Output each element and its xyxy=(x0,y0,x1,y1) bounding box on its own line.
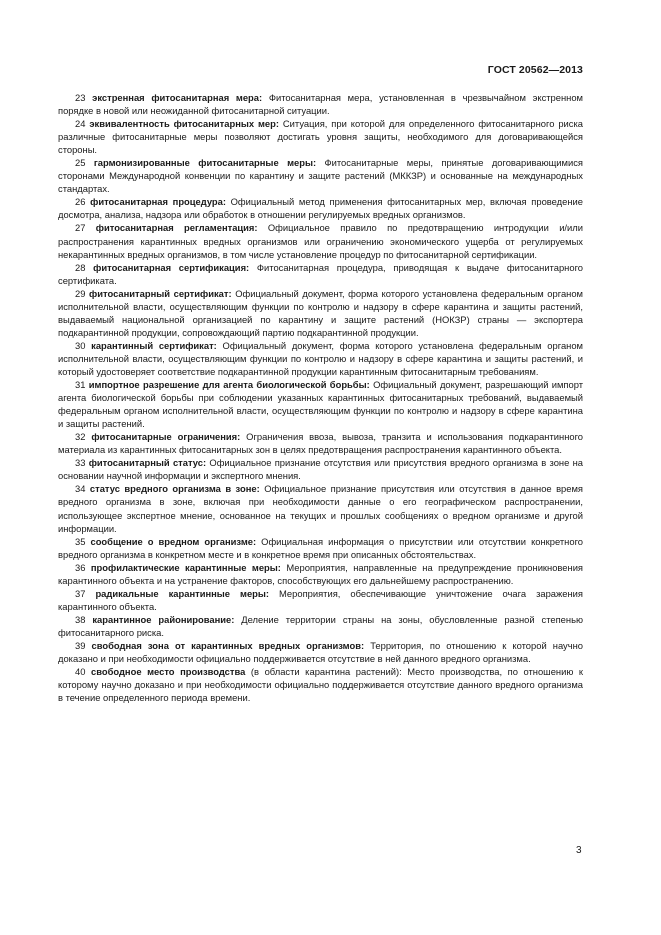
entry-number: 26 xyxy=(75,196,86,208)
entry-number: 25 xyxy=(75,157,86,169)
entry-definition: Официальный метод применения фитосанитарных мер, включая проведение досмотра, анализа, надзора или обработок в отношении регулируемых вредных организмов. xyxy=(58,196,583,221)
term-entry xyxy=(58,587,583,613)
entry-term: фитосанитарный статус: xyxy=(88,457,207,469)
standard-header: ГОСТ 20562—2013 xyxy=(487,64,583,76)
entry-definition: Официальное признание присутствия или отсутствия в данное время вредного организма в зоне, включая при необходимости данные о его географическом распространении, использующее экспертное мнение, основанное на текущих и прошлых сообщениях о вредном организме и другой информации. xyxy=(58,483,584,534)
entry-term: свободная зона от карантинных вредных организмов: xyxy=(91,639,365,651)
entry-term: экстренная фитосанитарная мера: xyxy=(92,92,263,103)
entry-number: 37 xyxy=(75,587,86,599)
entry-number: 34 xyxy=(75,483,86,495)
entry-term: свободное место производства xyxy=(91,666,246,678)
entry-number: 30 xyxy=(75,339,86,351)
entry-number: 32 xyxy=(75,431,86,443)
term-entry xyxy=(58,91,583,117)
term-entry xyxy=(58,221,583,260)
page-number: 3 xyxy=(576,845,582,856)
term-entry xyxy=(58,535,583,561)
term-entry xyxy=(58,117,583,156)
entry-term: статус вредного организма в зоне: xyxy=(89,483,260,495)
entry-number: 28 xyxy=(75,261,86,273)
term-entry xyxy=(58,482,583,534)
entry-definition: Официальное признание отсутствия или присутствия вредного организма в зоне на основании научной информации и экспертного мнения. xyxy=(58,457,583,482)
entry-number: 33 xyxy=(75,457,86,469)
entry-number: 23 xyxy=(75,92,86,103)
entry-number: 35 xyxy=(75,535,86,547)
entry-number: 39 xyxy=(75,639,86,651)
entry-term: гармонизированные фитосанитарные меры: xyxy=(93,157,317,169)
terms-list xyxy=(58,91,583,704)
entry-term: фитосанитарная регламентация: xyxy=(95,222,258,234)
entry-definition: Фитосанитарные меры, принятые договаривающимися сторонами Международной конвенции по карантину и защите растений (МККЗР) и основанные на международных стандартах. xyxy=(58,157,583,195)
entry-number: 27 xyxy=(75,222,86,234)
entry-term: эквивалентность фитосанитарных мер: xyxy=(89,118,279,130)
entry-term: карантинное районирование: xyxy=(92,613,235,625)
entry-definition: (в области карантина растений): Место производства, по отношению к которому научно доказано и при необходимости официально поддерживается отсутствие данного вредного организма в течение определенного периода времени. xyxy=(58,666,584,704)
term-entry xyxy=(58,339,583,378)
entry-term: фитосанитарная процедура: xyxy=(90,196,226,208)
entry-definition: Фитосанитарная мера, установленная в чрезвычайном экстренном порядке в новой или неожиданной фитосанитарной ситуации. xyxy=(58,92,583,117)
entry-definition: Официальный документ, форма которого установлена федеральным органом исполнительной власти, осуществляющим функции по контролю и надзору в сфере карантина и защиты растений, и который удостоверяет соответствие подкарантинной продукции карантинным фитосанитарным требованиям. xyxy=(58,339,583,377)
term-entry xyxy=(58,456,583,482)
entry-term: фитосанитарные ограничения: xyxy=(91,431,241,443)
entry-number: 29 xyxy=(75,287,86,299)
entry-definition: Официальное правило по предотвращению интродукции и/или распространения карантинных вредных организмов или ограничению экономического ущерба от регулируемых некарантинных вредных организмов, в том числе установление процедур по фитосанитарной сертификации. xyxy=(58,222,583,260)
term-entry xyxy=(58,561,583,587)
term-entry xyxy=(58,287,583,339)
entry-definition: Территория, по отношению к которой научно доказано и при необходимости официально поддерживается отсутствие в ней данного вредного организма. xyxy=(58,639,584,665)
entry-definition: Ограничения ввоза, вывоза, транзита и использования подкарантинного материала из карантинных фитосанитарных зон в целях предотвращения распространения карантинного объекта. xyxy=(58,431,584,456)
entry-definition: Деление территории страны на зоны, обусловленные разной степенью фитосанитарного риска. xyxy=(58,613,583,638)
entry-term: фитосанитарная сертификация: xyxy=(93,261,250,273)
term-entry xyxy=(58,639,583,665)
term-entry xyxy=(58,430,583,456)
entry-term: фитосанитарный сертификат: xyxy=(89,287,232,299)
entry-term: карантинный сертификат: xyxy=(91,339,217,351)
term-entry xyxy=(58,156,583,195)
entry-definition: Фитосанитарная процедура, приводящая к выдаче фитосанитарного сертификата. xyxy=(58,261,583,286)
term-entry xyxy=(58,195,583,221)
entry-definition: Официальный документ, форма которого установлена федеральным органом исполнительной власти, осуществляющим функции по контролю и надзору в сфере карантина и защиты растений, выдаваемый национальной организацией по карантину и защите растений (НОКЗР) страны — экспортера подкарантинной продукции, сопровождающий партию подкарантинной продукции. xyxy=(58,287,583,338)
entry-term: профилактические карантинные меры: xyxy=(90,561,281,573)
term-entry xyxy=(58,378,583,430)
entry-definition: Официальный документ, разрешающий импорт агента биологической борьбы при соблюдении указанных карантинных фитосанитарных требований, выдаваемый федеральным органом исполнительной власти, осуществляющим функции по контролю и надзору в сфере карантина и защиты растений. xyxy=(58,379,584,430)
entry-number: 38 xyxy=(75,613,86,625)
entry-definition: Официальная информация о присутствии или отсутствии конкретного вредного организма в конкретном месте и в конкретное время при описанных обстоятельствах. xyxy=(58,535,583,560)
term-entry xyxy=(58,665,583,704)
entry-number: 31 xyxy=(75,379,86,391)
entry-number: 36 xyxy=(75,561,86,573)
entry-term: сообщение о вредном организме: xyxy=(90,535,257,547)
entry-number: 40 xyxy=(75,666,86,678)
term-entry xyxy=(58,261,583,287)
entry-term: импортное разрешение для агента биологической борьбы: xyxy=(88,379,370,391)
entry-definition: Мероприятия, направленные на предупреждение проникновения карантинного объекта и на устранение факторов, способствующих его дальнейшему распространению. xyxy=(58,561,584,586)
entry-number: 24 xyxy=(75,118,86,130)
entry-definition: Мероприятия, обеспечивающие уничтожение очага заражения карантинного объекта. xyxy=(58,587,583,612)
term-entry xyxy=(58,613,583,639)
entry-definition: Ситуация, при которой для определенного фитосанитарного риска различные фитосанитарные меры позволяют достигать уровня защиты, необходимого для договаривающейся стороны. xyxy=(58,118,584,156)
entry-term: радикальные карантинные меры: xyxy=(95,587,270,599)
